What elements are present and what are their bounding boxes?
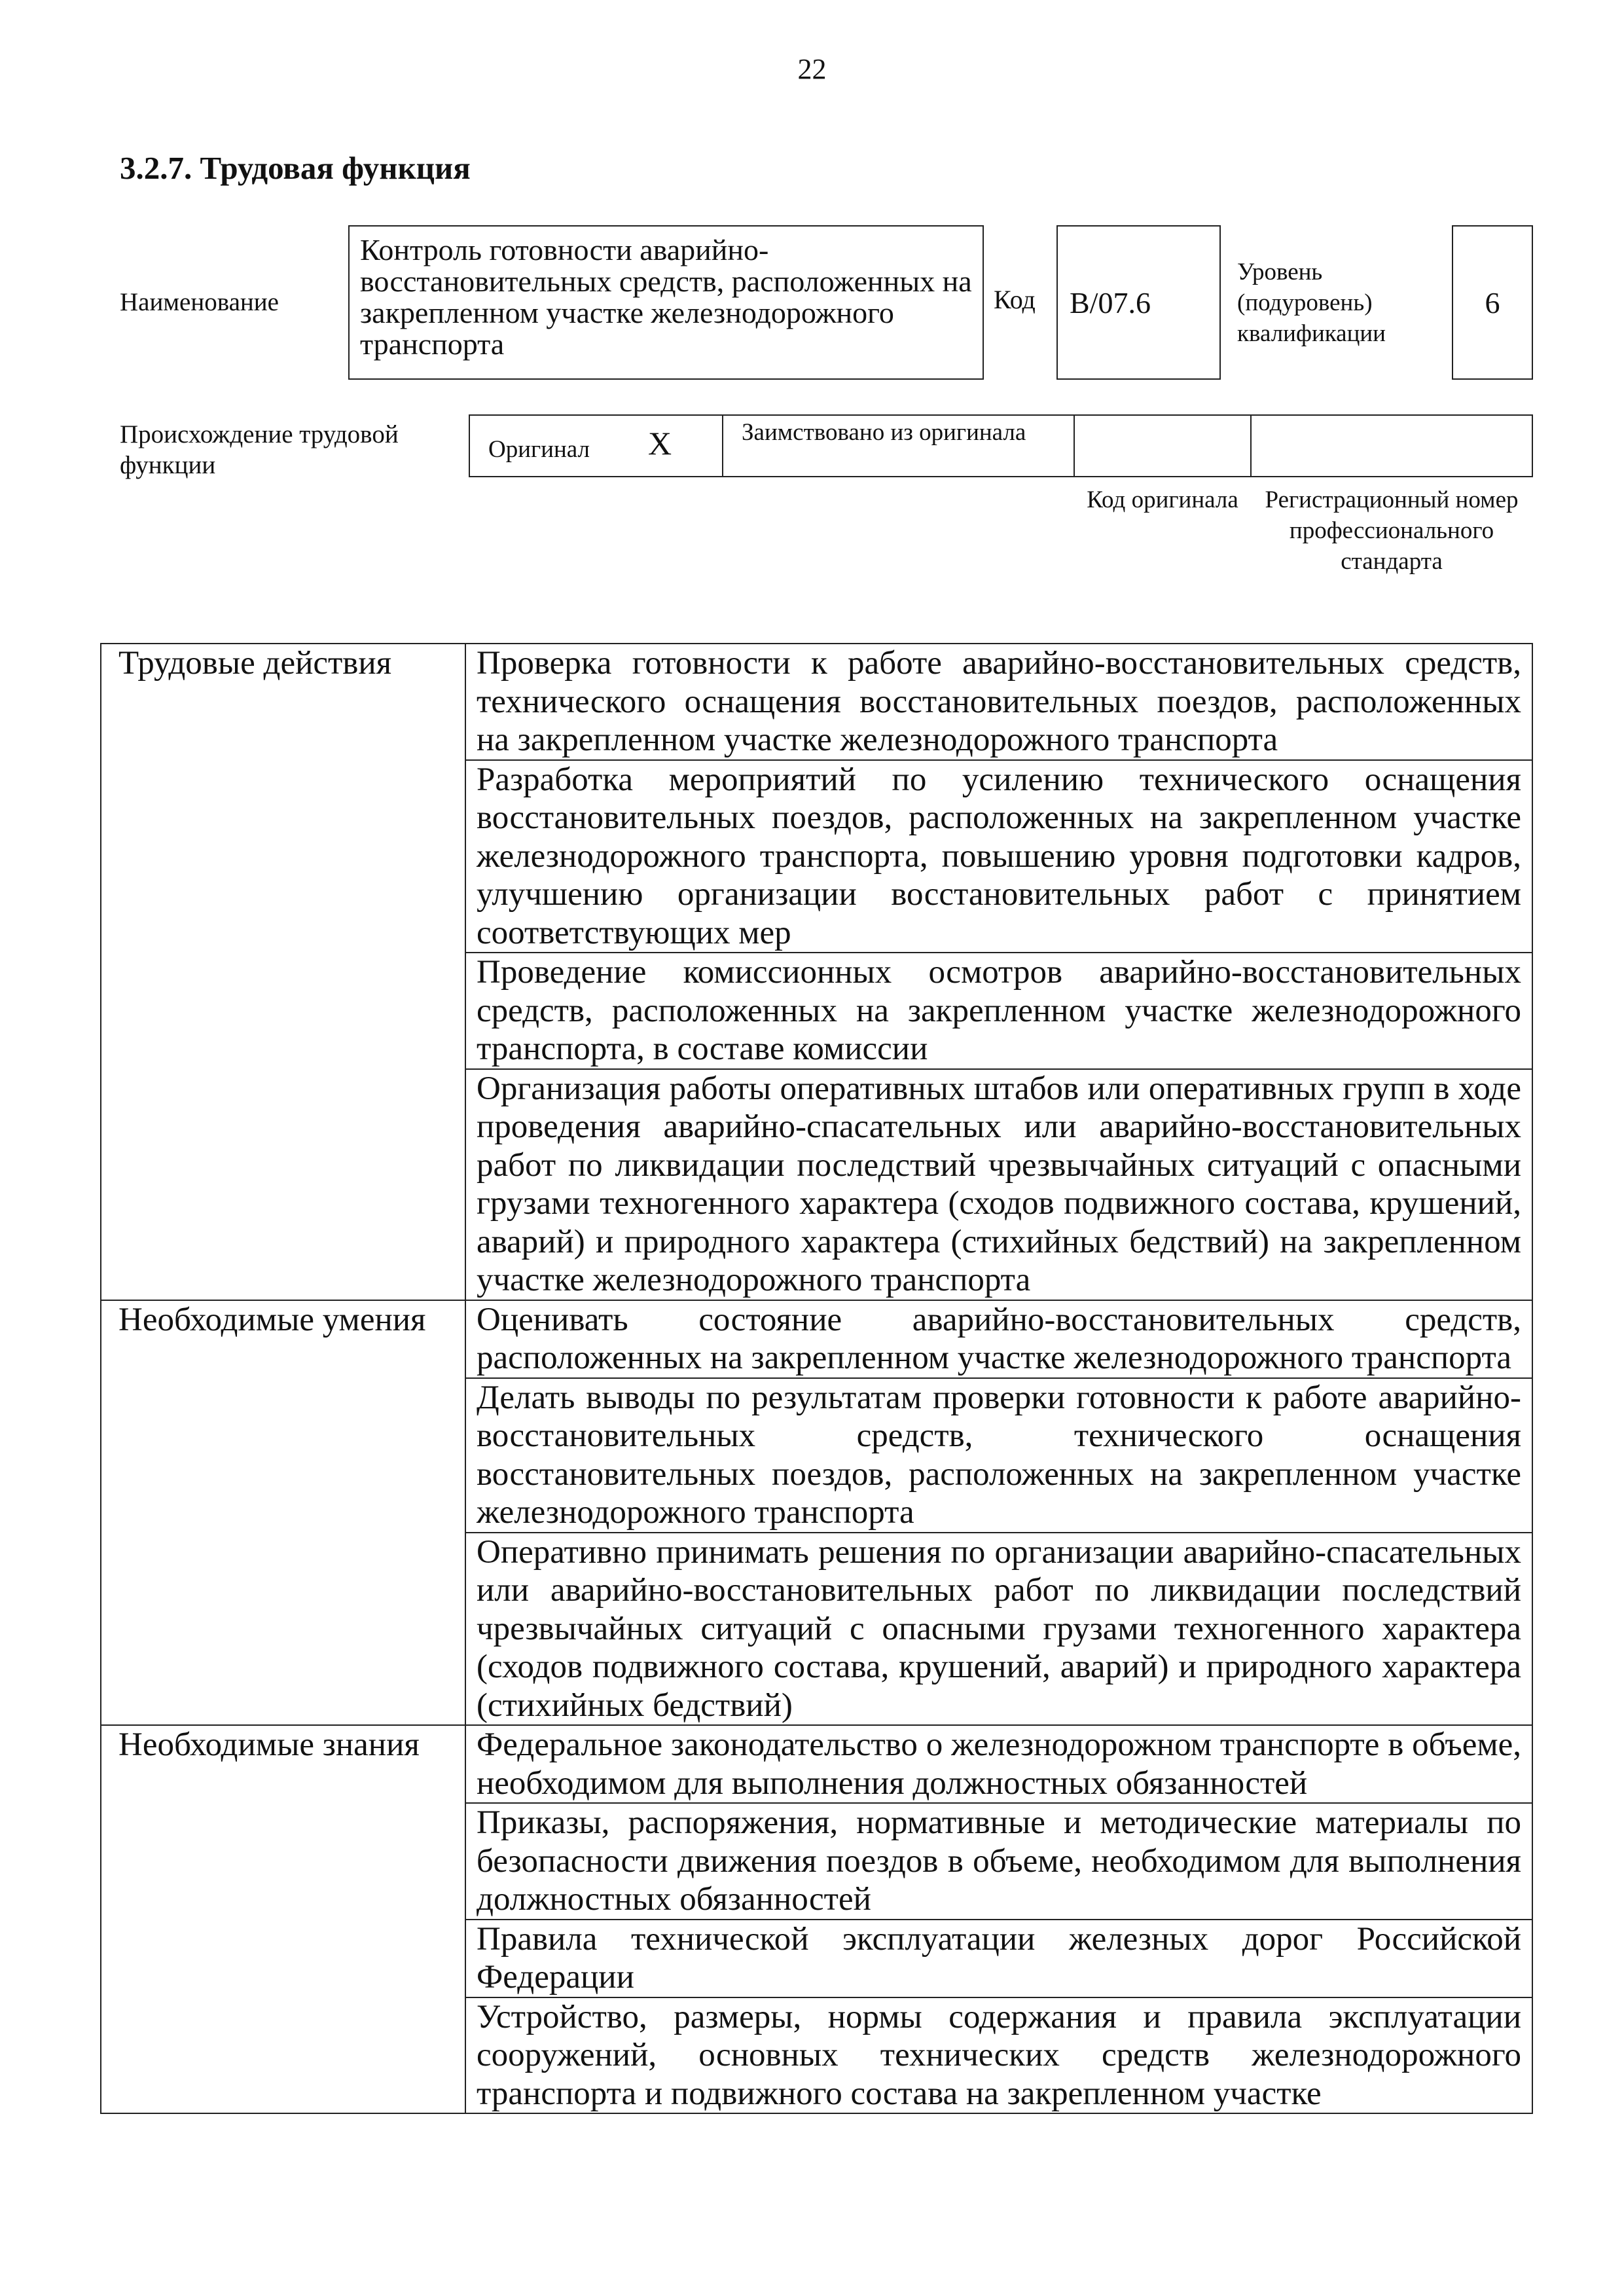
table-row — [101, 1300, 1532, 1378]
table-row — [101, 644, 1532, 760]
origin-table — [469, 414, 1533, 477]
function-table — [100, 643, 1533, 2114]
page-number: 22 — [797, 53, 827, 85]
original-cell — [469, 414, 723, 477]
borrowed-cell: Заимствовано из оригинала — [722, 414, 1075, 477]
row-text: Устройство, размеры, нормы содержания и правила эксплуатации сооружений, основных технических средств железнодорожного транспорта и подвижного состава на закрепленном участке — [465, 1997, 1532, 2114]
original-label: Оригинал — [488, 436, 590, 463]
row-text: Проведение комиссионных осмотров аварийно-восстановительных средств, расположенных на закрепленном участке железнодорожного транспорта, в составе комиссии — [465, 953, 1532, 1069]
original-code-caption: Код оригинала — [1087, 486, 1238, 513]
regnum-cell — [1250, 414, 1533, 477]
original-mark: X — [648, 425, 672, 462]
category-cell: Необходимые умения — [101, 1300, 465, 1726]
code-label: Код — [994, 285, 1036, 314]
name-label: Наименование — [120, 288, 279, 316]
row-text: Разработка мероприятий по усилению технического оснащения восстановительных поездов, расположенных на закрепленном участке железнодорожного транспорта, повышению уровня подготовки кадров, улучшению организации восстановительных работ с принятием соответствующих мер — [465, 760, 1532, 953]
row-text: Проверка готовности к работе аварийно-восстановительных средств, технического оснащения восстановительных поездов, расположенных на закрепленном участке железнодорожного транспорта — [465, 644, 1532, 760]
level-label: Уровень (подуровень) квалификации — [1237, 259, 1386, 347]
row-text: Оценивать состояние аварийно-восстановительных средств, расположенных на закрепленном участке железнодорожного транспорта — [465, 1300, 1532, 1378]
origin-label: Происхождение трудовой функции — [120, 420, 399, 479]
code-value-box: B/07.6 — [1056, 225, 1221, 380]
row-text: Организация работы оперативных штабов или оперативных групп в ходе проведения аварийно-спасательных или аварийно-восстановительных работ по ликвидации последствий чрезвычайных ситуаций с опасными грузами техногенного характера (сходов подвижного состава, крушений, аварий) и природного характера (стихийных бедствий) на закрепленном участке железнодорожного транспорта — [465, 1069, 1532, 1300]
category-cell: Необходимые знания — [101, 1725, 465, 2113]
regnum-caption: Регистрационный номер профессионального стандарта — [1265, 486, 1519, 575]
row-text: Правила технической эксплуатации железных дорог Российской Федерации — [465, 1920, 1532, 1997]
row-text: Делать выводы по результатам проверки готовности к работе аварийно-восстановительных средств, технического оснащения восстановительных поездов, расположенных на закрепленном участке железнодорожного транспорта — [465, 1378, 1532, 1533]
table-row — [101, 1725, 1532, 1803]
row-text: Приказы, распоряжения, нормативные и методические материалы по безопасности движения поездов в объеме, необходимом для выполнения должностных обязанностей — [465, 1803, 1532, 1920]
section-title: 3.2.7. Трудовая функция — [120, 150, 471, 186]
category-cell: Трудовые действия — [101, 644, 465, 1300]
original-code-cell — [1074, 414, 1252, 477]
function-name-box: Контроль готовности аварийно-восстановительных средств, расположенных на закрепленном участке железнодорожного транспорта — [348, 225, 984, 380]
row-text: Оперативно принимать решения по организации аварийно-спасательных или аварийно-восстановительных работ по ликвидации последствий чрезвычайных ситуаций с опасными грузами техногенного характера (сходов подвижного состава, крушений, аварий) и природного характера (стихийных бедствий) — [465, 1533, 1532, 1726]
level-value-box: 6 — [1452, 225, 1533, 380]
row-text: Федеральное законодательство о железнодорожном транспорте в объеме, необходимом для выполнения должностных обязанностей — [465, 1725, 1532, 1803]
